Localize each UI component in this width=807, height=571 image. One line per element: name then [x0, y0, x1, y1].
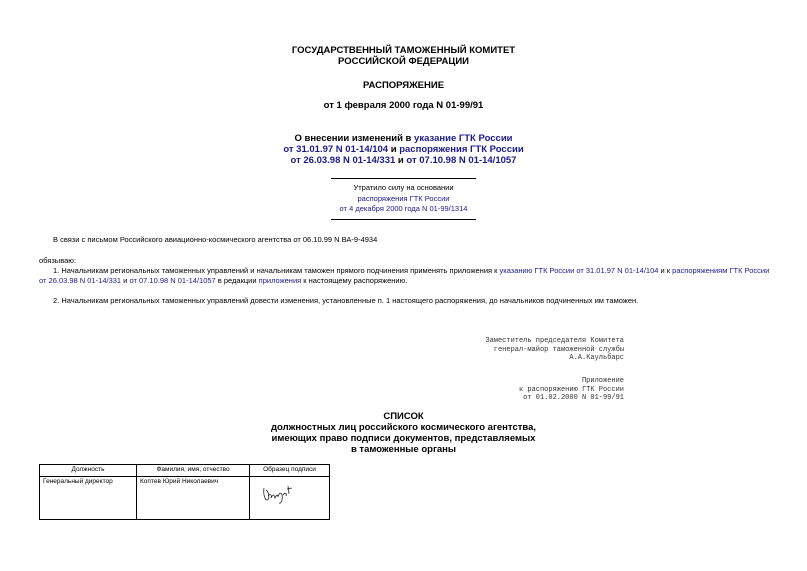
- signatory-name: А.А.Каульбарс: [569, 354, 624, 362]
- document-type: РАСПОРЯЖЕНИЕ: [362, 80, 445, 91]
- subject-conjunction: и: [388, 144, 400, 155]
- validity-note-link-order[interactable]: распоряжения ГТК России: [357, 193, 450, 203]
- subject-link-directive[interactable]: указание ГТК России: [414, 133, 513, 144]
- subject-conjunction: и: [395, 155, 407, 166]
- appendix-date: от 01.02.2000 N 01-99/91: [523, 394, 624, 402]
- validity-note: [300, 183, 507, 215]
- table-header-empty: [330, 465, 768, 477]
- paragraph-1-text: и: [121, 276, 130, 285]
- paragraph-1-link-date[interactable]: от 07.10.98 N 01-14/1057: [129, 276, 216, 285]
- paragraph-2: 2. Начальникам региональных таможенных управлений довести изменения, установленные п. 1 настоящего распоряжения, до начальников подчиненных им таможен.: [53, 296, 639, 305]
- subject-link-date-3[interactable]: от 07.10.98 N 01-14/1057: [406, 155, 517, 166]
- subject-link-date-2[interactable]: от 26.03.98 N 01-14/331: [290, 155, 396, 166]
- appendix-label: Приложение: [581, 377, 624, 385]
- table-cell-position: Генеральный директор: [40, 477, 137, 520]
- list-title-line: в таможенные органы: [350, 444, 457, 455]
- signatory-rank: генерал-майор таможенной службы: [493, 345, 624, 354]
- subject-link-orders[interactable]: распоряжения ГТК России: [399, 144, 524, 155]
- list-title-line: имеющих право подписи документов, представляемых: [271, 433, 536, 444]
- signatory-block: [380, 337, 624, 363]
- paragraph-1-text: к настоящему распоряжению.: [301, 276, 408, 285]
- org-line-1: ГОСУДАРСТВЕННЫЙ ТАМОЖЕННЫЙ КОМИТЕТ: [291, 45, 516, 56]
- document-subject: [0, 133, 807, 166]
- paragraph-1-text: в редакции: [215, 276, 259, 285]
- validity-note-link-date[interactable]: от 4 декабря 2000 года N 01-99/1314: [339, 204, 468, 213]
- table-header-signature: Образец подписи: [250, 465, 330, 477]
- divider-top: [331, 178, 476, 179]
- table-header-position: Должность: [40, 465, 137, 477]
- subject-prefix: О внесении изменений в: [294, 133, 415, 144]
- validity-note-text: Утратило силу на основании: [353, 183, 454, 192]
- signature-image: [261, 480, 301, 506]
- list-title-line: должностных лиц российского космического агентства,: [270, 422, 537, 433]
- list-title-line: СПИСОК: [383, 411, 424, 422]
- paragraph-1-text: 1. Начальникам региональных таможенных управлений и начальникам таможен прямого подчинения применять приложения к: [53, 266, 500, 275]
- table-cell-name: Коптев Юрий Николаевич: [137, 477, 250, 520]
- table-header-row: [40, 465, 768, 477]
- obligate-word: обязываю:: [39, 256, 76, 265]
- table-cell-empty: [330, 477, 768, 520]
- appendix-order: к распоряжению ГТК России: [518, 385, 624, 394]
- paragraph-1-text: и к: [658, 266, 673, 275]
- table-row: [40, 477, 768, 520]
- signatories-table: [39, 464, 768, 520]
- table-header-name: Фамилия, имя, отчество: [137, 465, 250, 477]
- paragraph-1-link-orders[interactable]: распоряжениям ГТК России от 26.03.98 N 01-14/331: [39, 266, 770, 285]
- org-line-2: РОССИЙСКОЙ ФЕДЕРАЦИИ: [337, 56, 469, 67]
- table-cell-signature: [250, 477, 330, 520]
- organization-header: [0, 45, 807, 67]
- paragraph-1-link-directive[interactable]: указанию ГТК России от 31.01.97 N 01-14/104: [499, 266, 659, 275]
- list-title: [0, 411, 807, 455]
- paragraph-1-link-appendix[interactable]: приложения: [258, 276, 302, 285]
- subject-link-date-1[interactable]: от 31.01.97 N 01-14/104: [283, 144, 389, 155]
- paragraph-1: [39, 266, 771, 286]
- appendix-reference: [380, 377, 624, 403]
- intro-paragraph: В связи с письмом Российского авиационно-космического агентства от 06.10.99 N ВА-9-4934: [53, 235, 378, 244]
- signatory-position: Заместитель председателя Комитета: [485, 337, 624, 345]
- divider-bottom: [331, 219, 476, 220]
- document-date: от 1 февраля 2000 года N 01-99/91: [323, 100, 484, 111]
